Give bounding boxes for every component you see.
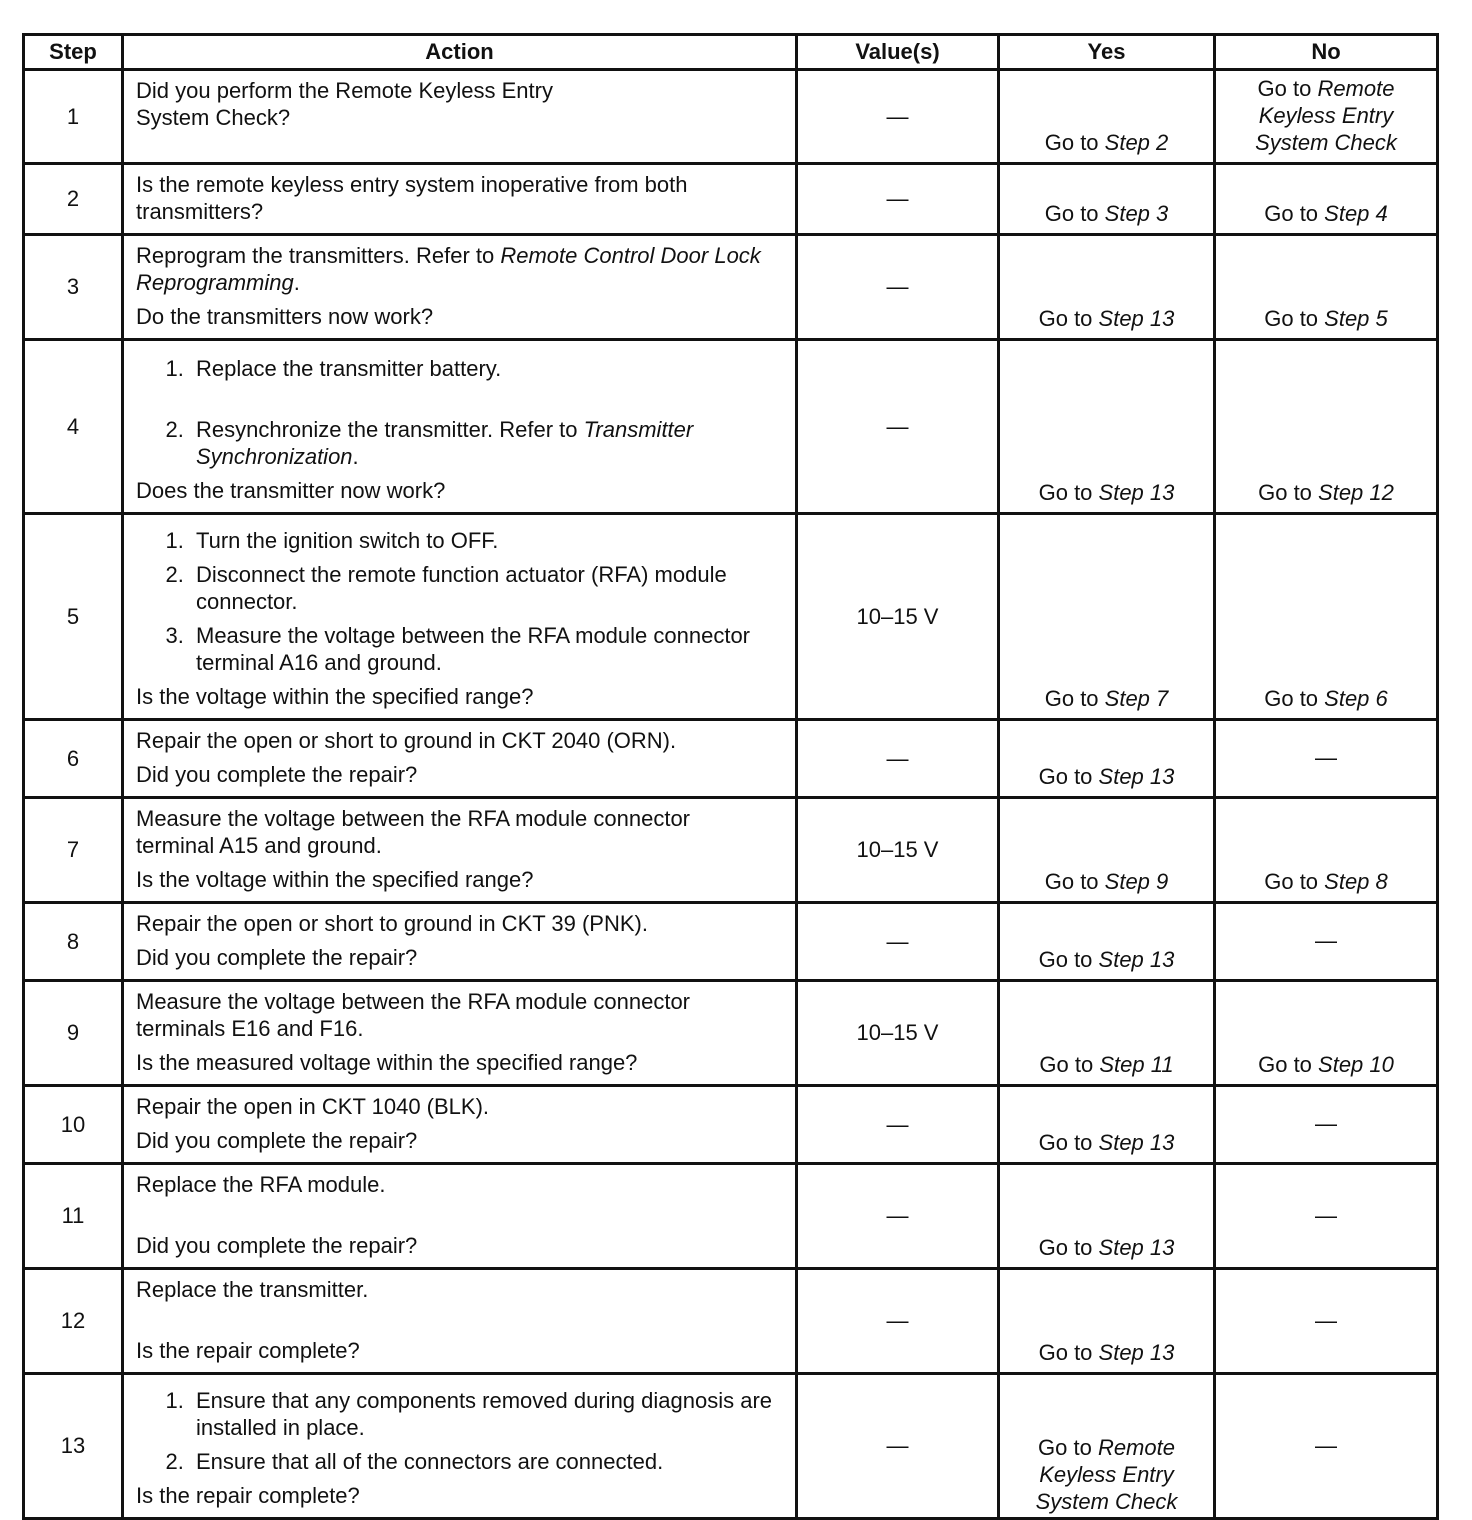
value-cell: —: [797, 720, 999, 798]
diagnostic-table: [22, 33, 1439, 1520]
no-prefix: Go to: [1264, 686, 1325, 711]
question-text: Do the transmitters now work?: [136, 304, 434, 329]
no-target-link[interactable]: Step 12: [1318, 480, 1394, 505]
action-cell: [123, 903, 797, 981]
value-cell: —: [797, 235, 999, 340]
step-number: 13: [24, 1374, 123, 1519]
no-target-link[interactable]: Step 5: [1324, 306, 1388, 331]
action-line: terminals E16 and F16.: [136, 1016, 364, 1041]
action-line: Measure the voltage between the RFA module connector: [136, 989, 691, 1014]
value-cell: —: [797, 1086, 999, 1164]
table-row: [24, 720, 1438, 798]
action-cell: [123, 340, 797, 514]
action-step-item: 2. Ensure that all of the connectors are connected.: [190, 1448, 785, 1475]
yes-prefix: Go to: [1039, 1052, 1100, 1077]
table-row: [24, 981, 1438, 1086]
action-cell: [123, 1164, 797, 1269]
action-step-item: [190, 416, 785, 470]
yes-cell[interactable]: [999, 1374, 1215, 1519]
no-prefix: Go to: [1258, 480, 1319, 505]
no-target-link[interactable]: Step 10: [1318, 1052, 1394, 1077]
action-step-item: 1. Ensure that any components removed during diagnosis are installed in place.: [190, 1387, 785, 1441]
yes-cell[interactable]: [999, 1164, 1215, 1269]
action-steps-list: [136, 355, 785, 470]
action-steps-list: [136, 527, 785, 676]
action-line: Repair the open or short to ground in CKT 2040 (ORN).: [136, 728, 677, 753]
step-number: 5: [24, 514, 123, 720]
table-row: [24, 1164, 1438, 1269]
action-cell: [123, 235, 797, 340]
no-prefix: Go to: [1264, 306, 1325, 331]
action-line: System Check?: [136, 105, 291, 130]
table-row: [24, 70, 1438, 164]
question-text: Did you complete the repair?: [136, 762, 418, 787]
action-line: Replace the transmitter.: [136, 1277, 369, 1302]
action-cell: [123, 720, 797, 798]
value-cell: —: [797, 1269, 999, 1374]
no-cell: —: [1215, 1269, 1438, 1374]
no-cell: —: [1215, 1374, 1438, 1519]
action-cell: [123, 1269, 797, 1374]
step-number: 7: [24, 798, 123, 903]
header-no: No: [1215, 35, 1438, 70]
yes-cell[interactable]: [999, 1086, 1215, 1164]
no-cell[interactable]: [1215, 981, 1438, 1086]
question-text: Is the voltage within the specified range?: [136, 867, 534, 892]
table-row: [24, 1269, 1438, 1374]
yes-prefix: Go to: [1038, 306, 1099, 331]
step-number: 3: [24, 235, 123, 340]
step-number: 11: [24, 1164, 123, 1269]
action-cell: [123, 70, 797, 164]
table-row: [24, 235, 1438, 340]
action-cell: [123, 981, 797, 1086]
yes-target-link[interactable]: Step 11: [1099, 1052, 1174, 1077]
no-cell[interactable]: [1215, 514, 1438, 720]
yes-prefix: Go to: [1038, 1340, 1099, 1365]
yes-prefix: Go to: [1038, 1235, 1099, 1260]
no-cell[interactable]: [1215, 798, 1438, 903]
yes-target-link[interactable]: Remote Keyless Entry System Check: [1035, 1435, 1178, 1514]
no-prefix: Go to: [1257, 76, 1318, 101]
yes-cell[interactable]: [999, 164, 1215, 235]
step-number: 4: [24, 340, 123, 514]
action-end: .: [293, 270, 300, 295]
action-text: Reprogram the transmitters. Refer to: [136, 243, 501, 268]
question-text: Does the transmitter now work?: [136, 478, 446, 503]
header-yes: Yes: [999, 35, 1215, 70]
header-step: Step: [24, 35, 123, 70]
yes-cell[interactable]: [999, 340, 1215, 514]
yes-cell[interactable]: [999, 1269, 1215, 1374]
question-text: Is the repair complete?: [136, 1483, 360, 1508]
action-line: transmitters?: [136, 199, 264, 224]
action-cell: [123, 1086, 797, 1164]
question-text: Did you complete the repair?: [136, 1233, 418, 1258]
no-cell[interactable]: [1215, 340, 1438, 514]
yes-prefix: Go to: [1038, 1435, 1098, 1460]
header-action: Action: [123, 35, 797, 70]
action-step-text: Resynchronize the transmitter. Refer to: [196, 417, 584, 442]
question-text: Is the voltage within the specified range?: [136, 684, 534, 709]
no-prefix: Go to: [1264, 201, 1325, 226]
question-text: Is the repair complete?: [136, 1338, 360, 1363]
header-row: [24, 35, 1438, 70]
value-cell: —: [797, 70, 999, 164]
yes-target-link[interactable]: Step 2: [1104, 130, 1169, 155]
step-number: 9: [24, 981, 123, 1086]
step-number: 6: [24, 720, 123, 798]
value-cell: —: [797, 1374, 999, 1519]
table-row: [24, 903, 1438, 981]
action-step-item: 1. Turn the ignition switch to OFF.: [190, 527, 785, 554]
yes-cell[interactable]: [999, 235, 1215, 340]
question-text: Did you complete the repair?: [136, 945, 418, 970]
no-target-link[interactable]: Step 8: [1324, 869, 1388, 894]
value-cell: 10–15 V: [797, 514, 999, 720]
table-row: [24, 164, 1438, 235]
step-number: 8: [24, 903, 123, 981]
no-cell[interactable]: [1215, 235, 1438, 340]
yes-prefix: Go to: [1044, 869, 1105, 894]
yes-target-link[interactable]: Step 13: [1098, 480, 1175, 505]
action-end: .: [352, 444, 359, 469]
action-step-item: 1. Replace the transmitter battery.: [190, 355, 785, 382]
table-row: [24, 1374, 1438, 1519]
action-line: Repair the open in CKT 1040 (BLK).: [136, 1094, 490, 1119]
yes-target-link[interactable]: Step 3: [1104, 201, 1169, 226]
yes-cell[interactable]: [999, 903, 1215, 981]
yes-prefix: Go to: [1038, 480, 1099, 505]
no-cell: —: [1215, 1164, 1438, 1269]
yes-prefix: Go to: [1038, 947, 1099, 972]
value-cell: 10–15 V: [797, 798, 999, 903]
action-cell: [123, 164, 797, 235]
step-number: 2: [24, 164, 123, 235]
action-steps-list: [136, 1387, 785, 1475]
action-step-item: 2. Disconnect the remote function actuator (RFA) module connector.: [190, 561, 785, 615]
action-cell: [123, 514, 797, 720]
action-reference: Remote Control Door Lock Reprogramming: [136, 243, 761, 295]
yes-target-link[interactable]: Step 13: [1098, 306, 1175, 331]
table-row: [24, 798, 1438, 903]
no-target-link[interactable]: Step 6: [1324, 686, 1388, 711]
no-cell: —: [1215, 720, 1438, 798]
no-prefix: Go to: [1258, 1052, 1319, 1077]
yes-prefix: Go to: [1044, 130, 1105, 155]
yes-prefix: Go to: [1038, 1130, 1099, 1155]
action-line: Is the remote keyless entry system inoperative from both: [136, 172, 688, 197]
step-number: 10: [24, 1086, 123, 1164]
action-cell: [123, 798, 797, 903]
value-cell: —: [797, 903, 999, 981]
value-cell: —: [797, 340, 999, 514]
action-cell: [123, 1374, 797, 1519]
table-row: [24, 514, 1438, 720]
no-target-link[interactable]: Remote Keyless Entry System Check: [1255, 76, 1397, 155]
value-cell: —: [797, 164, 999, 235]
yes-cell[interactable]: [999, 70, 1215, 164]
step-number: 12: [24, 1269, 123, 1374]
question-text: Is the measured voltage within the specified range?: [136, 1050, 638, 1075]
yes-target-link[interactable]: Step 13: [1098, 947, 1175, 972]
yes-target-link[interactable]: Step 9: [1104, 869, 1169, 894]
yes-target-link[interactable]: Step 13: [1098, 1235, 1175, 1260]
yes-target-link[interactable]: Step 13: [1098, 1130, 1175, 1155]
no-target-link[interactable]: Step 4: [1324, 201, 1388, 226]
question-text: Did you complete the repair?: [136, 1128, 418, 1153]
step-number: 1: [24, 70, 123, 164]
yes-prefix: Go to: [1044, 201, 1105, 226]
yes-prefix: Go to: [1038, 764, 1099, 789]
yes-target-link[interactable]: Step 13: [1098, 1340, 1175, 1365]
no-cell: —: [1215, 903, 1438, 981]
action-line: Repair the open or short to ground in CKT 39 (PNK).: [136, 911, 648, 936]
yes-cell[interactable]: [999, 514, 1215, 720]
action-line: Did you perform the Remote Keyless Entry: [136, 78, 553, 103]
action-line: Replace the RFA module.: [136, 1172, 386, 1197]
action-line: Measure the voltage between the RFA module connector: [136, 806, 691, 831]
yes-target-link[interactable]: Step 13: [1098, 764, 1175, 789]
yes-cell[interactable]: [999, 981, 1215, 1086]
action-step-item: 3. Measure the voltage between the RFA module connector terminal A16 and ground.: [190, 622, 785, 676]
action-reference: Transmitter Synchronization: [196, 417, 694, 469]
yes-cell[interactable]: [999, 798, 1215, 903]
value-cell: 10–15 V: [797, 981, 999, 1086]
table-row: [24, 340, 1438, 514]
table-row: [24, 1086, 1438, 1164]
no-prefix: Go to: [1264, 869, 1325, 894]
value-cell: —: [797, 1164, 999, 1269]
header-values: Value(s): [797, 35, 999, 70]
yes-prefix: Go to: [1044, 686, 1105, 711]
action-line: terminal A15 and ground.: [136, 833, 382, 858]
no-cell[interactable]: [1215, 70, 1438, 164]
no-cell[interactable]: [1215, 164, 1438, 235]
yes-target-link[interactable]: Step 7: [1104, 686, 1169, 711]
no-cell: —: [1215, 1086, 1438, 1164]
yes-cell[interactable]: [999, 720, 1215, 798]
